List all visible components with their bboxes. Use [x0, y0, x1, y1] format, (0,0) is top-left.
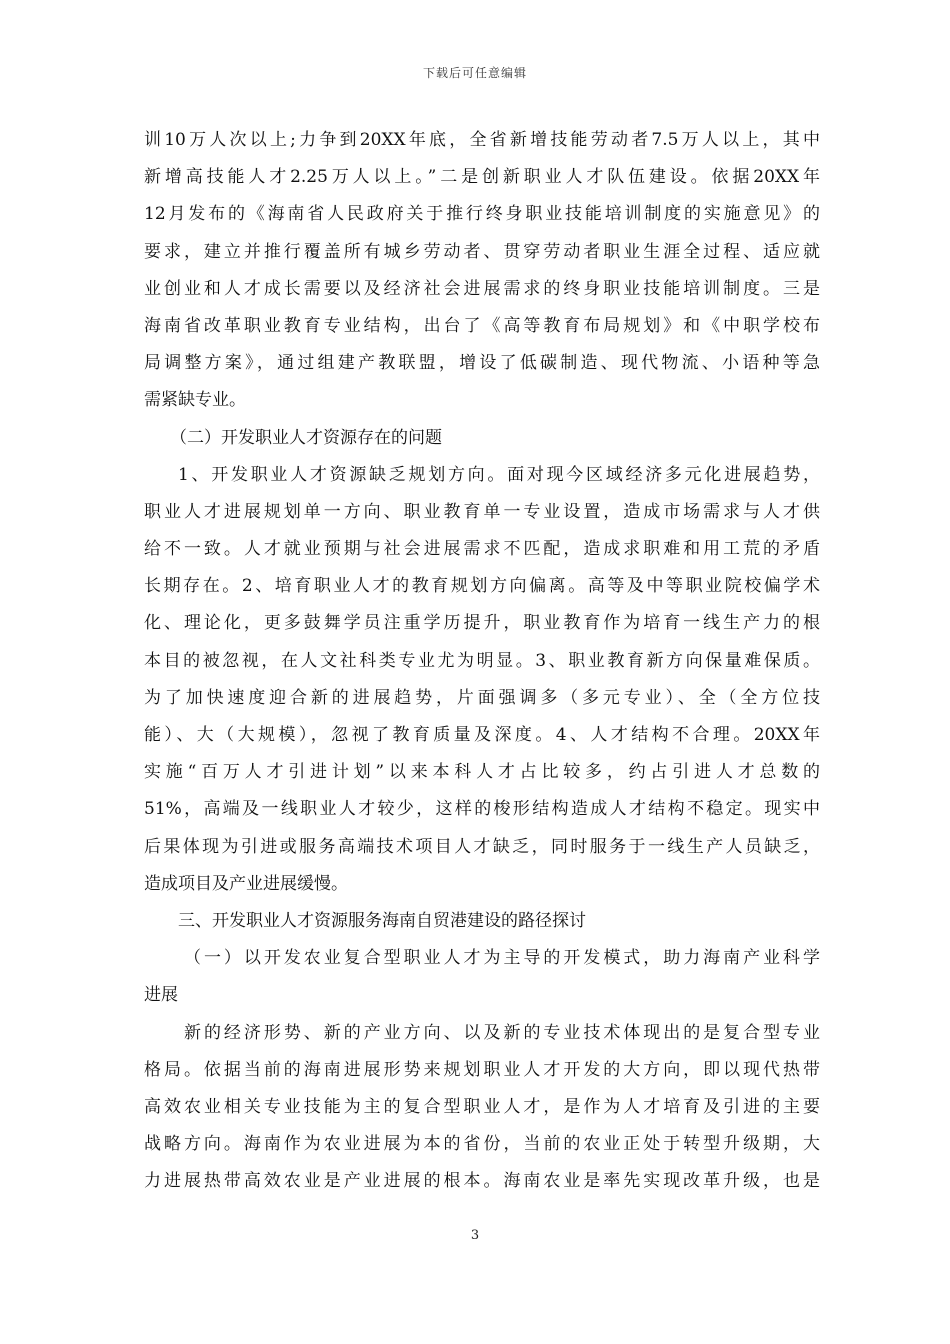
text-line: 给不一致。人才就业预期与社会进展需求不匹配，造成求职难和用工荒的矛盾: [144, 539, 820, 560]
text-line: 1、开发职业人才资源缺乏规划方向。面对现今区域经济多元化进展趋势，: [178, 464, 820, 485]
text-line: 新的经济形势、新的产业方向、以及新的专业技术体现出的是复合型专业: [184, 1022, 820, 1043]
text-line: 后果体现为引进或服务高端技术项目人才缺乏，同时服务于一线生产人员缺乏，: [144, 836, 820, 857]
text-line: 业创业和人才成长需要以及经济社会进展需求的终身职业技能培训制度。三是: [144, 278, 820, 299]
text-line: 战略方向。海南作为农业进展为本的省份，当前的农业正处于转型升级期，大: [144, 1134, 820, 1155]
text-line: 本目的被忽视，在人文社科类专业尤为明显。3、职业教育新方向保量难保质。: [144, 650, 820, 671]
text-line: 51%，高端及一线职业人才较少，这样的梭形结构造成人才结构不稳定。现实中: [144, 799, 820, 820]
page-header: 下载后可任意编辑: [422, 66, 527, 80]
text-line: 格局。依据当前的海南进展形势来规划职业人才开发的大方向，即以现代热带: [144, 1059, 820, 1080]
text-line: 化、理论化，更多鼓舞学员注重学历提升，职业教育作为培育一线生产力的根: [144, 613, 820, 634]
text-line: 需紧缺专业。: [144, 390, 246, 411]
text-line: 进展: [144, 985, 178, 1006]
text-line: 12月发布的《海南省人民政府关于推行终身职业技能培训制度的实施意见》的: [144, 204, 820, 225]
text-line: （一）以开发农业复合型职业人才为主导的开发模式，助力海南产业科学: [184, 948, 820, 969]
text-line: 造成项目及产业进展缓慢。: [144, 873, 348, 894]
text-line: 新增高技能人才2.25万人以上。”二是创新职业人才队伍建设。依据20XX年: [144, 167, 820, 188]
text-line: 长期存在。2、培育职业人才的教育规划方向偏离。高等及中等职业院校偏学术: [144, 576, 820, 597]
text-line: 为了加快速度迎合新的进展趋势，片面强调多（多元专业）、全（全方位技: [144, 687, 820, 708]
text-line: 局调整方案》，通过组建产教联盟，增设了低碳制造、现代物流、小语种等急: [144, 353, 820, 374]
page-number: 3: [470, 1228, 480, 1243]
body-text: [144, 122, 820, 1200]
text-line: 海南省改革职业教育专业结构，出台了《高等教育布局规划》和《中职学校布: [144, 315, 820, 336]
text-line: 要求，建立并推行覆盖所有城乡劳动者、贯穿劳动者职业生涯全过程、适应就: [144, 241, 820, 262]
text-line: 能）、大（大规模），忽视了教育质量及深度。4、人才结构不合理。20XX年: [144, 725, 820, 745]
text-line: （二）开发职业人才资源存在的问题: [170, 427, 442, 448]
text-line: 实施“百万人才引进计划”以来本科人才占比较多，约占引进人才总数的: [144, 762, 820, 783]
text-line: 力进展热带高效农业是产业进展的根本。海南农业是率先实现改革升级，也是: [144, 1171, 820, 1192]
text-line: 训10万人次以上;力争到20XX年底，全省新增技能劳动者7.5万人以上，其中: [144, 130, 820, 150]
text-line: 职业人才进展规划单一方向、职业教育单一专业设置，造成市场需求与人才供: [144, 501, 820, 522]
text-line: 三、开发职业人才资源服务海南自贸港建设的路径探讨: [178, 910, 586, 931]
text-line: 高效农业相关专业技能为主的复合型职业人才，是作为人才培育及引进的主要: [144, 1096, 820, 1117]
